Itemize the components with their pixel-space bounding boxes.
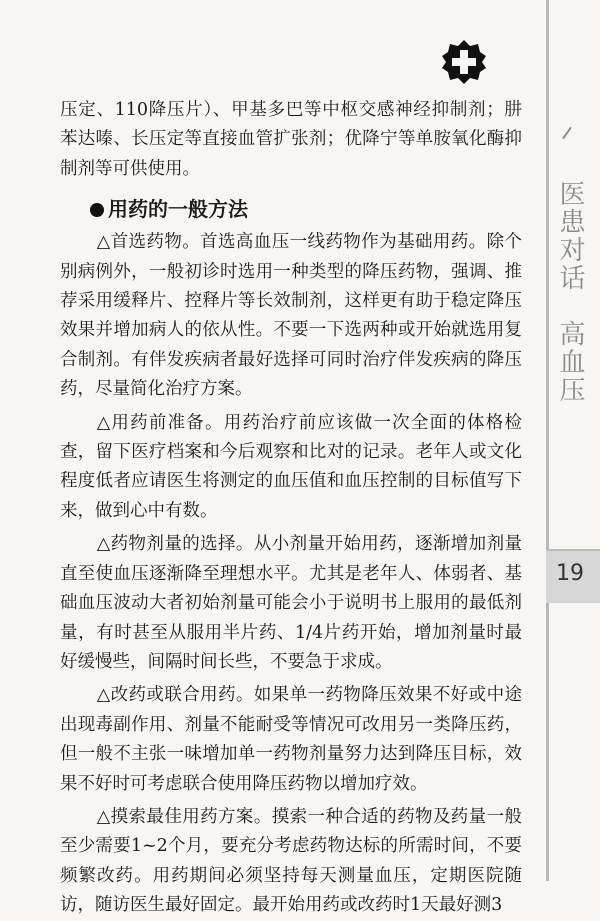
paragraph-continued: 压定、110降压片）、甲基多巴等中枢交感神经抑制剂；肼苯达嗪、长压定等直接血管扩张剂；优降宁等单胺氧化酶抑制剂等可供使用。 <box>60 100 522 179</box>
medical-cross-logo-icon <box>440 38 488 86</box>
sidebar-title-part2: 高血压 <box>555 320 585 404</box>
paragraph-first-choice-drugs: △首选药物。首选高血压一线药物作为基础用药。除个别病例外，一般初诊时选用一种类型的降压药物，强调、推荐采用缓释片、控释片等长效制剂，这样更有助于稳定降压效果并增加病人的依从性。不要一下选两种或开始就选用复合制剂。有伴发疾病者最好选择可同时治疗伴发疾病的降压药，尽量简化治疗方案。 <box>60 232 522 400</box>
section-heading <box>90 194 522 224</box>
sidebar-tick-mark <box>562 127 572 140</box>
paragraph-preparation: △用药前准备。用药治疗前应该做一次全面的体格检查，留下医疗档案和今后观察和比对的记录。老年人或文化程度低者应请医生将测定的血压值和血压控制的目标值写下来，做到心中有数。 <box>60 412 522 521</box>
paragraph-dosage: △药物剂量的选择。从小剂量开始用药，逐渐增加剂量直至使血压逐渐降至理想水平。尤其是老年人、体弱者、基础血压波动大者初始剂量可能会小于说明书上服用的最低剂量，有时甚至从服用半片药、1/4片药开始，增加剂量时最好缓慢些，间隔时间长些，不要急于求成。 <box>60 534 522 672</box>
bullet-icon <box>90 203 104 217</box>
paragraph-best-plan: △摸索最佳用药方案。摸索一种合适的药物及药量一般至少需要1~2个月，要充分考虑药物达标的所需时间，不要频繁改药。用药期间必须坚持每天测量血压，定期医院随访，随访医生最好固定。最开始用药或改药时1天最好测3 <box>60 806 522 916</box>
sidebar-title-part1: 医患对话 <box>555 180 585 292</box>
page-number: 19 <box>556 561 584 586</box>
section-heading-text: 用药的一般方法 <box>108 197 248 222</box>
paragraph-change-or-combine: △改药或联合用药。如果单一药物降压效果不好或中途出现毒副作用、剂量不能耐受等情况可改用另一类降压药，但一般不主张一味增加单一药物剂量努力达到降压目标，效果不好时可考虑联合使用降压药物以增加疗效。 <box>60 685 522 794</box>
sidebar-divider <box>546 0 549 881</box>
page-body <box>60 96 522 921</box>
sidebar-title <box>556 180 586 404</box>
